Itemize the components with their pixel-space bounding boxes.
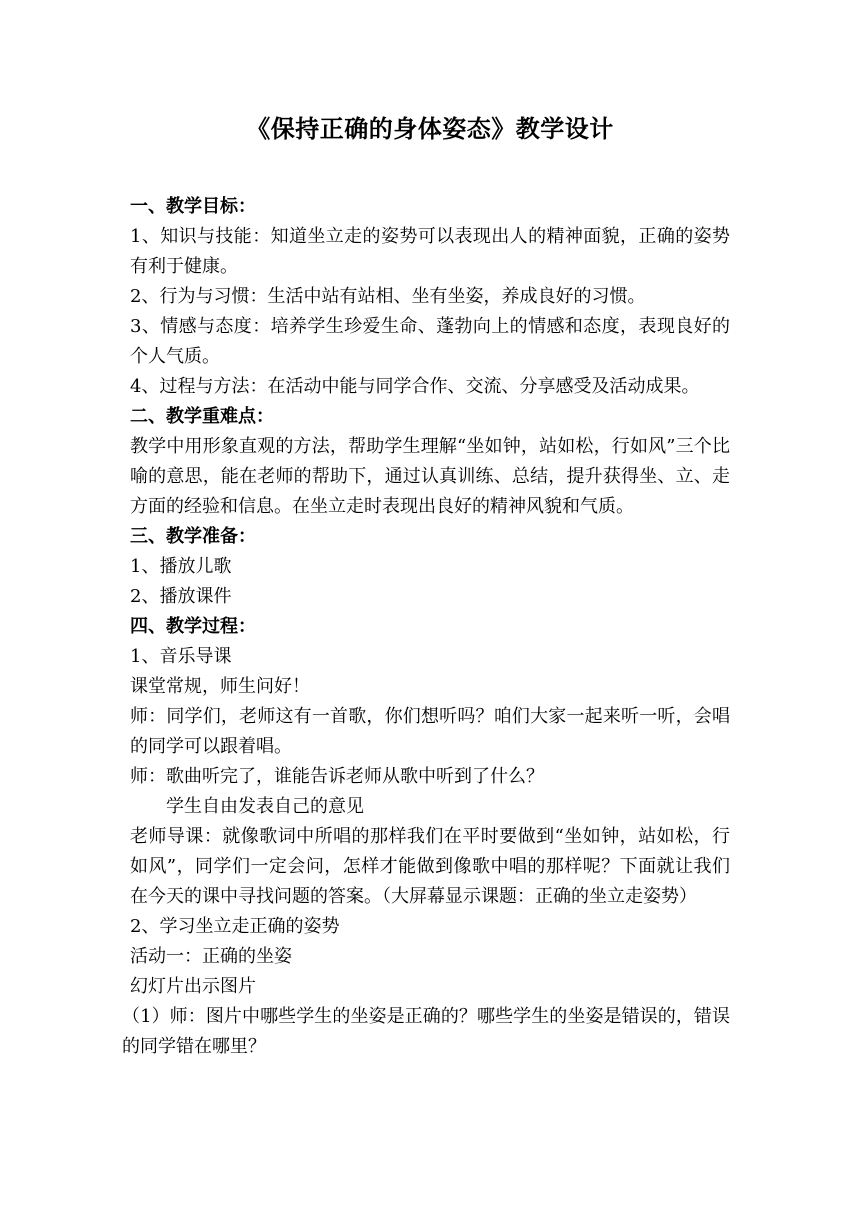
process-line: 老师导课：就像歌词中所唱的那样我们在平时要做到“坐如钟，站如松，行如风”，同学们一定会问，怎样才能做到像歌中唱的那样呢？下面就让我们在今天的课中寻找问题的答案。（大屏幕显示课题：正确的坐立走姿势）	[130, 826, 730, 907]
process-line: 师：同学们，老师这有一首歌，你们想听吗？咱们大家一起来听一听，会唱的同学可以跟着唱。	[130, 706, 730, 757]
process-line: 活动一：正确的坐姿	[130, 946, 292, 967]
process-line: 2、学习坐立走正确的姿势	[130, 916, 340, 937]
goal-item: 3、情感与态度：培养学生珍爱生命、蓬勃向上的情感和态度，表现良好的个人气质。	[130, 316, 730, 367]
process-line: 师：歌曲听完了，谁能告诉老师从歌中听到了什么？	[130, 766, 544, 787]
key-points-text: 教学中用形象直观的方法，帮助学生理解“坐如钟，站如松，行如风”三个比喻的意思，能在老师的帮助下，通过认真训练、总结，提升获得坐、立、走方面的经验和信息。在坐立走时表现出良好的精神风貌和气质。	[130, 436, 730, 517]
process-line: 课堂常规，师生问好！	[130, 676, 310, 697]
section-heading-goals: 一、教学目标：	[130, 196, 256, 217]
preparation-item: 1、播放儿歌	[130, 556, 232, 577]
preparation-item: 2、播放课件	[130, 586, 232, 607]
process-line: （1）师：图片中哪些学生的坐姿是正确的？哪些学生的坐姿是错误的，错误的同学错在哪里？	[122, 1006, 730, 1057]
goal-item: 4、过程与方法：在活动中能与同学合作、交流、分享感受及活动成果。	[130, 376, 700, 397]
section-heading-preparation: 三、教学准备：	[130, 526, 256, 547]
goal-item: 1、知识与技能：知道坐立走的姿势可以表现出人的精神面貌，正确的姿势有利于健康。	[130, 226, 730, 277]
document-page	[122, 112, 730, 1062]
section-heading-key-points: 二、教学重难点：	[130, 406, 274, 427]
document-title: 《保持正确的身体姿态》教学设计	[246, 115, 614, 143]
process-line: 1、音乐导课	[130, 646, 232, 667]
section-heading-process: 四、教学过程：	[130, 616, 256, 637]
process-line: 学生自由发表自己的意见	[166, 796, 364, 817]
goal-item: 2、行为与习惯：生活中站有站相、坐有坐姿，养成良好的习惯。	[130, 286, 646, 307]
process-line: 幻灯片出示图片	[130, 976, 256, 997]
